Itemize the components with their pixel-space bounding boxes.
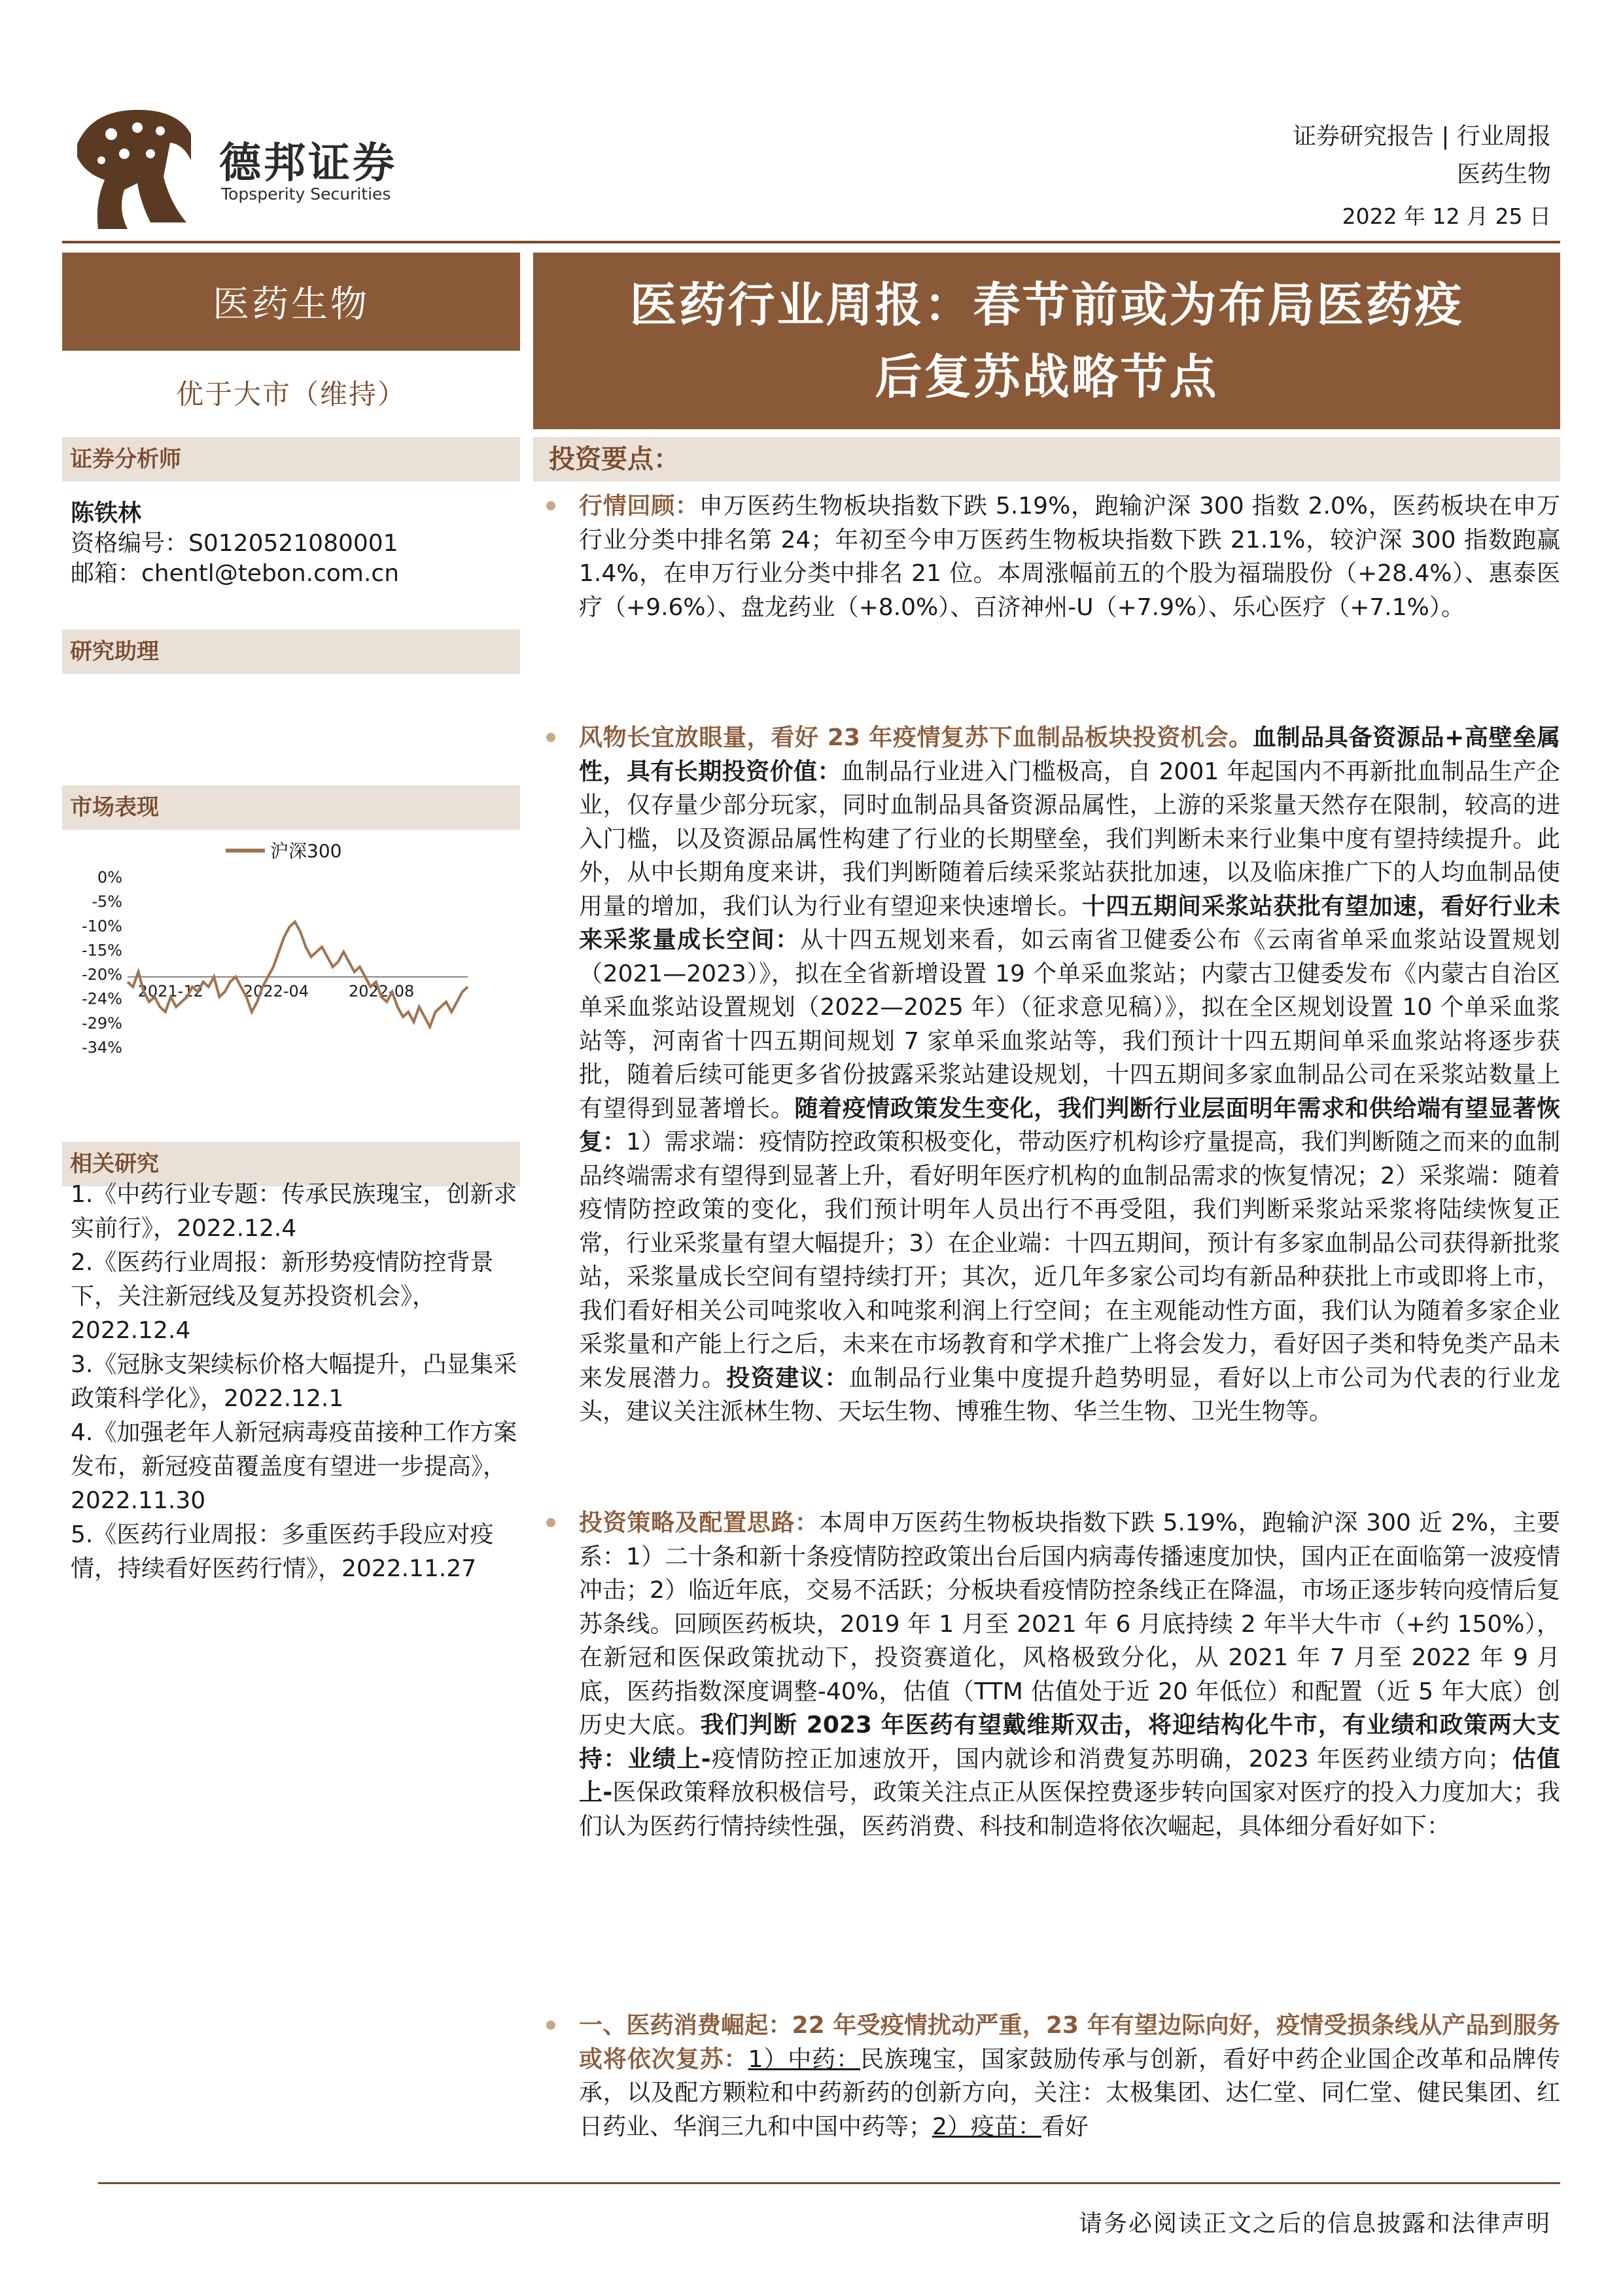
- para-text: 申万医药生物板块指数下跌 5.19%，跑输沪深 300 指数 2.0%，医药板块在申万行业分类中排名第 24；年初至今申万医药生物板块指数下跌 21.1%，较沪深 300 指数跑赢 1.4%，在申万行业分类中排名 21 位。本周涨幅前五的个股为福瑞股份（+28.4%）、惠泰医疗（+9.6%）、盘龙药业（+8.0%）、百济神州-U（+7.9%）、乐心医疗（+7.1%）。: [579, 493, 1560, 621]
- y-tick-label: -20%: [81, 965, 122, 984]
- sector-banner: 医药生物: [62, 253, 520, 351]
- para-text: 疫情防控正加速放开，国内就诊和消费复苏明确，2023 年医药业绩方向；: [710, 1745, 1512, 1773]
- chart-legend: [226, 840, 341, 862]
- analyst-name: 陈铁林: [71, 500, 142, 527]
- market-section-header: 市场表现: [62, 785, 520, 830]
- related-section-header: 相关研究: [62, 1142, 520, 1186]
- bullet-icon: [546, 1518, 555, 1527]
- para-bold: 随着疫情政策发生变化，我们判断行业层面明年需求和供给端有望显著恢复：: [579, 1095, 1560, 1156]
- legend-label: 沪深300: [270, 840, 342, 862]
- x-tick-label: 2022-08: [349, 981, 415, 1000]
- assistant-section-header: 研究助理: [62, 629, 520, 674]
- para-lead: 投资策略及配置思路：: [579, 1510, 819, 1536]
- bullet-icon: [546, 733, 555, 742]
- para-lead: 行情回顾：: [579, 493, 699, 520]
- analyst-section-header: 证券分析师: [62, 437, 520, 482]
- related-item[interactable]: 4.《加强老年人新冠病毒疫苗接种工作方案发布，新冠疫苗覆盖度有望进一步提高》，2022.11.30: [71, 1419, 517, 1514]
- para-bold: 估值上-: [579, 1745, 1560, 1806]
- footer-divider: [98, 2182, 1560, 2184]
- related-item[interactable]: 2.《医药行业周报：新形势疫情防控背景下，关注新冠线及复苏投资机会》，2022.12.4: [71, 1249, 494, 1344]
- bullet-icon: [546, 501, 555, 510]
- x-tick-label: 2021-12: [137, 981, 203, 1000]
- y-tick-label: -29%: [81, 1014, 122, 1033]
- related-item[interactable]: 3.《冠脉支架续标价格大幅提升，凸显集采政策科学化》，2022.12.1: [71, 1351, 517, 1412]
- para-lead: 风物长宜放眼量，看好 23 年疫情复苏下血制品板块投资机会。: [579, 724, 1253, 751]
- y-tick-label: -5%: [92, 892, 122, 911]
- analyst-cert: 资格编号：S0120521080001: [71, 530, 398, 557]
- para-underlined: 1）中药：: [748, 2045, 861, 2073]
- report-title: [533, 253, 1560, 429]
- title-line-2: 后复苏战略节点: [875, 349, 1219, 404]
- y-tick-label: -34%: [81, 1038, 122, 1057]
- y-tick-label: -24%: [81, 989, 122, 1008]
- para-text: 血制品行业集中度提升趋势明显，看好以上市公司为代表的行业龙头，建议关注派林生物、天坛生物、博雅生物、华兰生物、卫光生物等。: [579, 1364, 1560, 1425]
- para-bold: 十四五期间采浆站获批有望加速，看好行业未来采浆量成长空间：: [579, 892, 1560, 953]
- rating: 优于大市（维持）: [175, 378, 406, 410]
- paragraph-consumption: [533, 2009, 1560, 2144]
- y-tick-label: 0%: [97, 868, 122, 887]
- series-line-hs300: [128, 922, 468, 1027]
- para-bold: 投资建议：: [726, 1364, 849, 1392]
- para-underlined: 2）疫苗：: [932, 2113, 1041, 2140]
- leopard-logo-icon: [72, 98, 196, 236]
- y-tick-label: -15%: [81, 941, 122, 960]
- market-performance-chart: [62, 838, 520, 1067]
- para-text: 1）需求端：疫情防控政策积极变化，带动医疗机构诊疗量提高，我们判断随之而来的血制品终端需求有望得到显著上升，看好明年医疗机构的血制品需求的恢复情况；2）采浆端：随着疫情防控政策的变化，我们预计明年人员出行不再受阻，我们判断采浆站采浆将陆续恢复正常，行业采浆量有望大幅提升；3）在企业端：十四五期间，预计有多家血制品公司获得新批浆站，采浆量成长空间有望持续打开；其次，近几年多家公司均有新品种获批上市或即将上市，我们看好相关公司吨浆收入和吨浆利润上行空间；在主观能动性方面，我们认为随着多家企业采浆量和产能上行之后，未来在市场教育和学术推广上将会发力，看好因子类和特免类产品未来发展潜力。: [579, 1129, 1560, 1392]
- bullet-icon: [546, 2021, 555, 2030]
- para-lead: 一、医药消费崛起：22 年受疫情扰动严重，23 年有望边际向好，疫情受损条线从产品到服务或将依次复苏：: [579, 2012, 1560, 2073]
- para-bold: 我们判断 2023 年医药有望戴维斯双击，将迎结构化牛市，有业绩和政策两大支持：业绩上-: [579, 1712, 1560, 1773]
- para-text: 血制品行业进入门槛极高，自 2001 年起国内不再新批血制品生产企业，仅存量少部分玩家，同时血制品具备资源品属性，上游的采浆量天然存在限制，较高的进入门槛，以及资源品属性构建了行业的长期壁垒，我们判断未来行业集中度有望持续提升。此外，从中长期角度来讲，我们判断随着后续采浆站获批加速，以及临床推广下的人均血制品使用量的增加，我们认为行业有望迎来快速增长。: [579, 758, 1560, 920]
- related-item[interactable]: 5.《医药行业周报：多重医药手段应对疫情，持续看好医药行情》，2022.11.27: [71, 1521, 494, 1582]
- para-text: 医保政策释放积极信号，政策关注点正从医保控费逐步转向国家对医疗的投入力度加大；我们认为医药行情持续性强，医药消费、科技和制造将依次崛起，具体细分看好如下：: [579, 1779, 1560, 1840]
- paragraph-strategy: [533, 1506, 1560, 1843]
- brand-name-cn: 德邦证券: [219, 139, 397, 188]
- header-divider: [62, 241, 1560, 243]
- footer-disclaimer[interactable]: 请务必阅读正文之后的信息披露和法律声明: [1078, 2210, 1551, 2237]
- para-bold: 血制品具备资源品+高壁垒属性，具有长期投资价值：: [579, 724, 1560, 785]
- report-type: 证券研究报告 | 行业周报: [1292, 123, 1551, 150]
- para-text: 从十四五规划来看，如云南省卫健委公布《云南省单采血浆站设置规划（2021—2023）》，拟在全省新增设置 19 个单采血浆站；内蒙古卫健委发布《内蒙古自治区单采血浆站设置规划（2022—2025 年）（征求意见稿）》，拟在全区规划设置 10 个单采血浆站等，河南省十四五期间规划 7 家单采血浆站等，我们预计十四五期间单采血浆站将逐步获批，随着后续可能更多省份披露采浆站建设规划，十四五期间多家血制品公司在采浆站数量上有望得到显著增长。: [579, 927, 1560, 1122]
- x-tick-label: 2022-04: [243, 981, 309, 1000]
- key-points-header: 投资要点：: [533, 437, 1560, 482]
- para-text: 民族瑰宝，国家鼓励传承与创新，看好中药企业国企改革和品牌传承，以及配方颗粒和中药新药的创新方向，关注：太极集团、达仁堂、同仁堂、健民集团、红日药业、华润三九和中国中药等；: [579, 2045, 1560, 2140]
- report-date: 2022 年 12 月 25 日: [1342, 203, 1551, 229]
- y-tick-label: -10%: [81, 917, 122, 936]
- sector-tag: 医药生物: [1456, 161, 1551, 188]
- related-item[interactable]: 1.《中药行业专题：传承民族瑰宝，创新求实前行》，2022.12.4: [71, 1181, 517, 1242]
- para-text: 本周申万医药生物板块指数下跌 5.19%，跑输沪深 300 近 2%，主要系：1）二十条和新十条疫情防控政策出台后国内病毒传播速度加快，国内正在面临第一波疫情冲击；2）临近年底，交易不活跃；分板块看疫情防控条线正在降温，市场正逐步转向疫情后复苏条线。回顾医药板块，2019 年 1 月至 2021 年 6 月底持续 2 年半大牛市（+约 150%），在新冠和医保政策扰动下，投资赛道化，风格极致分化，从 2021 年 7 月至 2022 年 9 月底，医药指数深度调整-40%，估值（TTM 估值处于近 20 年低位）和配置（近 5 年大底）创历史大底。: [579, 1510, 1560, 1739]
- title-line-1: 医药行业周报：春节前或为布局医药疫: [629, 277, 1464, 332]
- analyst-email: 邮箱：chentl@tebon.com.cn: [71, 560, 400, 587]
- para-text: 看好: [1041, 2113, 1089, 2140]
- related-research-list: [71, 1178, 522, 1586]
- paragraph-market-review: [533, 489, 1560, 624]
- paragraph-blood-products: [533, 721, 1560, 1429]
- brand-logo: [72, 98, 412, 236]
- brand-name-en: Topsperity Securities: [221, 185, 391, 203]
